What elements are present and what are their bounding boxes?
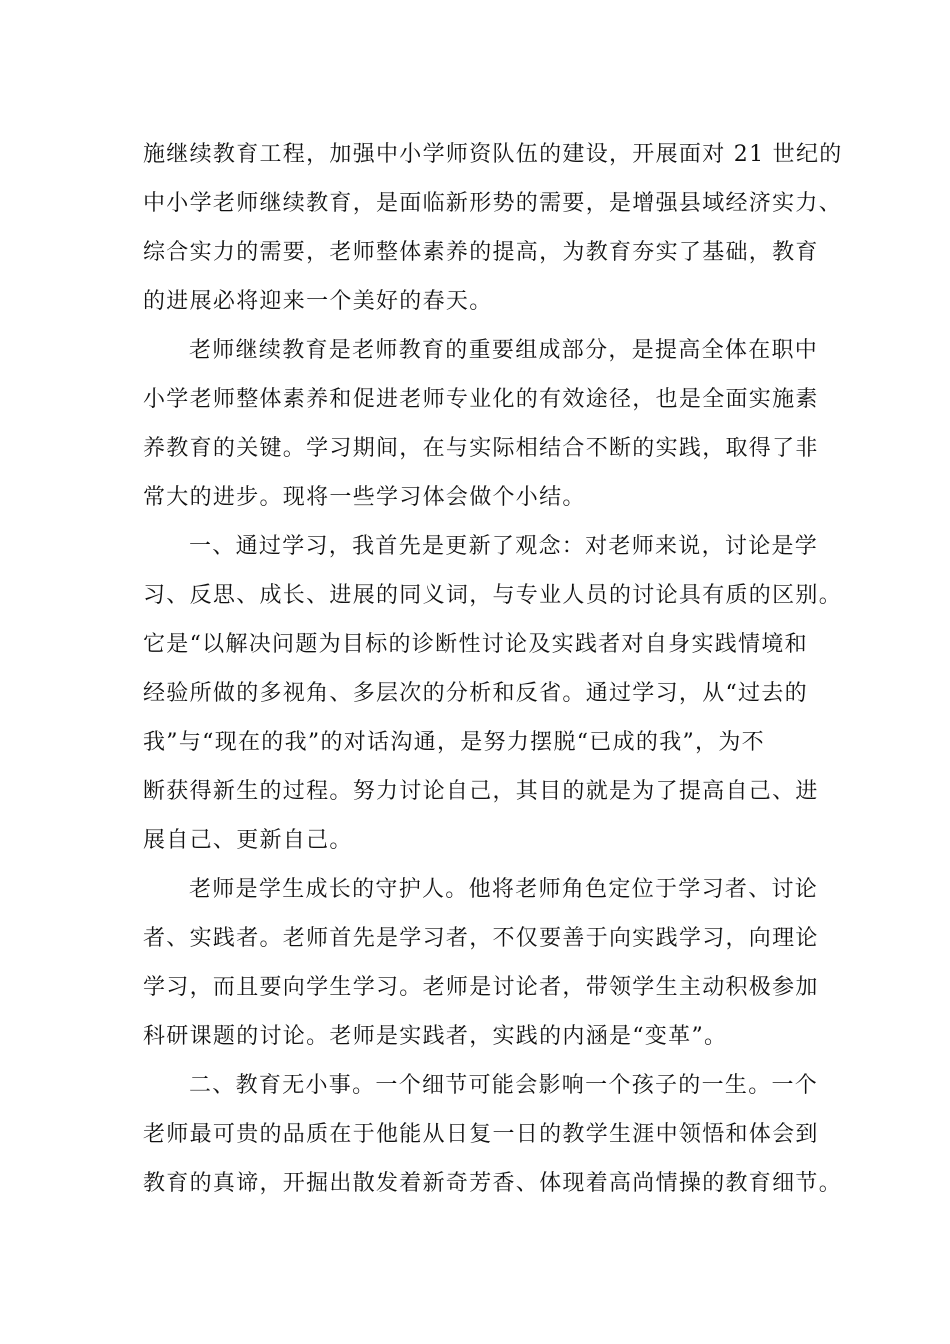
text-line: 中小学老师继续教育，是面临新形势的需要，是增强县域经济实力、 xyxy=(143,191,843,216)
text-line: 者、实践者。老师首先是学习者，不仅要善于向实践学习，向理论 xyxy=(143,926,819,951)
text-line: 二、教育无小事。一个细节可能会影响一个孩子的一生。一个 xyxy=(189,1073,819,1098)
paragraph-3 xyxy=(143,522,843,865)
text-line: 教育的真谛，开掘出散发着新奇芳香、体现着高尚情操的教育细节。 xyxy=(143,1171,843,1196)
text-line: 断获得新生的过程。努力讨论自己，其目的就是为了提高自己、进 xyxy=(143,779,819,804)
text-line: 常大的进步。现将一些学习体会做个小结。 xyxy=(143,485,586,510)
paragraph-4 xyxy=(143,865,833,1061)
text-line: 老师是学生成长的守护人。他将老师角色定位于学习者、讨论 xyxy=(189,877,819,902)
text-line: 习、反思、成长、进展的同义词，与专业人员的讨论具有质的区别。 xyxy=(143,583,843,608)
text-line: 施继续教育工程，加强中小学师资队伍的建设，开展面对 21 世纪的 xyxy=(143,142,843,167)
paragraph-5 xyxy=(143,1061,843,1208)
text-line: 展自己、更新自己。 xyxy=(143,828,353,853)
paragraph-1 xyxy=(143,130,843,326)
text-line: 它是“以解决问题为目标的诊断性讨论及实践者对自身实践情境和 xyxy=(143,632,808,657)
text-line: 经验所做的多视角、多层次的分析和反省。通过学习，从“过去的 xyxy=(143,681,808,706)
text-line: 小学老师整体素养和促进老师专业化的有效途径，也是全面实施素 xyxy=(143,387,819,412)
text-line: 老师最可贵的品质在于他能从日复一日的教学生涯中领悟和体会到 xyxy=(143,1122,819,1147)
text-line: 一、通过学习，我首先是更新了观念：对老师来说，讨论是学 xyxy=(189,534,819,559)
text-line: 我”与“现在的我”的对话沟通，是努力摆脱“已成的我”，为不 xyxy=(143,730,765,755)
text-line: 综合实力的需要，老师整体素养的提高，为教育夯实了基础，教育 xyxy=(143,240,819,265)
text-line: 养教育的关键。学习期间，在与实际相结合不断的实践，取得了非 xyxy=(143,436,819,461)
paragraph-2 xyxy=(143,326,833,522)
document-body xyxy=(143,130,843,1208)
text-line: 的进展必将迎来一个美好的春天。 xyxy=(143,289,493,314)
text-line: 学习，而且要向学生学习。老师是讨论者，带领学生主动积极参加 xyxy=(143,975,819,1000)
text-line: 科研课题的讨论。老师是实践者，实践的内涵是“变革”。 xyxy=(143,1024,728,1049)
text-line: 老师继续教育是老师教育的重要组成部分，是提高全体在职中 xyxy=(189,338,819,363)
